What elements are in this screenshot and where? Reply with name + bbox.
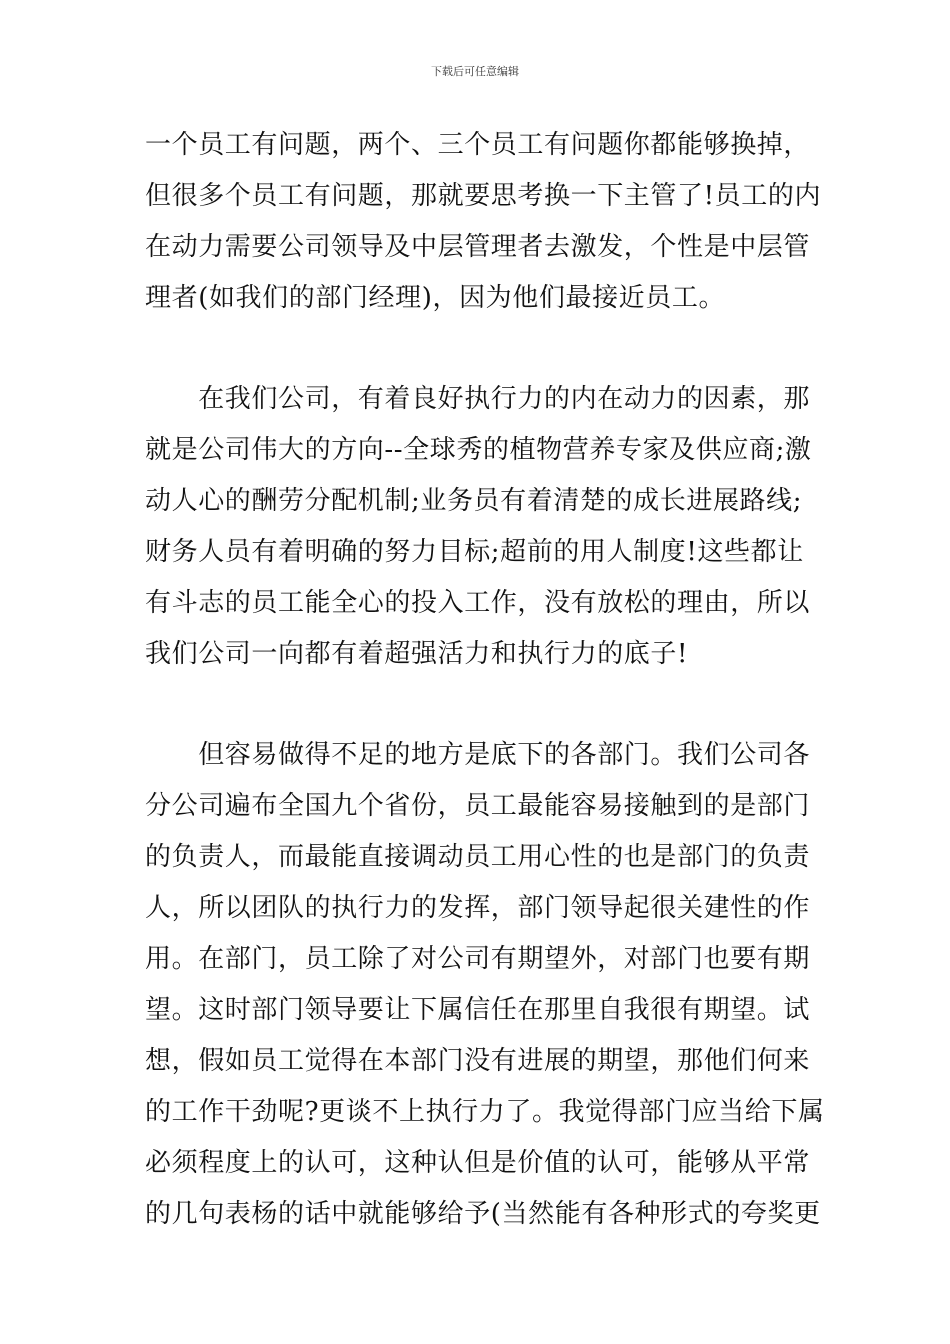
text-line: 在我们公司，有着良好执行力的内在动力的因素，那	[145, 384, 811, 414]
text-line: 必须程度上的认可，这种认但是价值的认可，能够从平常	[145, 1148, 811, 1178]
text-line: 理者(如我们的部门经理)，因为他们最接近员工。	[145, 283, 726, 313]
text-line: 在动力需要公司领导及中层管理者去激发，个性是中层管	[145, 232, 811, 262]
text-line: 的工作干劲呢?更谈不上执行力了。我觉得部门应当给下属	[145, 1097, 825, 1127]
text-line: 的负责人，而最能直接调动员工用心性的也是部门的负责	[145, 842, 811, 872]
text-line: 就是公司伟大的方向--全球秀的植物营养专家及供应商;激	[145, 435, 812, 465]
text-line: 财务人员有着明确的努力目标;超前的用人制度!这些都让	[145, 537, 804, 567]
paragraph-3	[145, 730, 825, 1240]
text-line: 分公司遍布全国九个省份，员工最能容易接触到的是部门	[145, 791, 811, 821]
text-line: 想，假如员工觉得在本部门没有进展的期望，那他们何来	[145, 1046, 811, 1076]
text-line: 人，所以团队的执行力的发挥，部门领导起很关建性的作	[145, 893, 811, 923]
text-line: 但很多个员工有问题，那就要思考换一下主管了!员工的内	[145, 181, 822, 211]
document-body	[145, 120, 825, 1240]
text-line: 有斗志的员工能全心的投入工作，没有放松的理由，所以	[145, 588, 811, 618]
text-line: 用。在部门，员工除了对公司有期望外，对部门也要有期	[145, 944, 811, 974]
paragraph-2	[145, 374, 810, 680]
paragraph-spacer	[145, 324, 810, 374]
text-line: 但容易做得不足的地方是底下的各部门。我们公司各	[145, 740, 811, 770]
text-line: 我们公司一向都有着超强活力和执行力的底子!	[145, 639, 689, 669]
text-line: 望。这时部门领导要让下属信任在那里自我很有期望。试	[145, 995, 811, 1025]
page-header: 下载后可任意编辑	[431, 65, 519, 78]
paragraph-1	[145, 120, 822, 324]
text-line: 一个员工有问题，两个、三个员工有问题你都能够换掉，	[145, 130, 811, 160]
paragraph-spacer	[145, 680, 810, 730]
text-line: 的几句表杨的话中就能够给予(当然能有各种形式的夸奖更	[145, 1199, 821, 1229]
text-line: 动人心的酬劳分配机制;业务员有着清楚的成长进展路线;	[145, 486, 803, 516]
